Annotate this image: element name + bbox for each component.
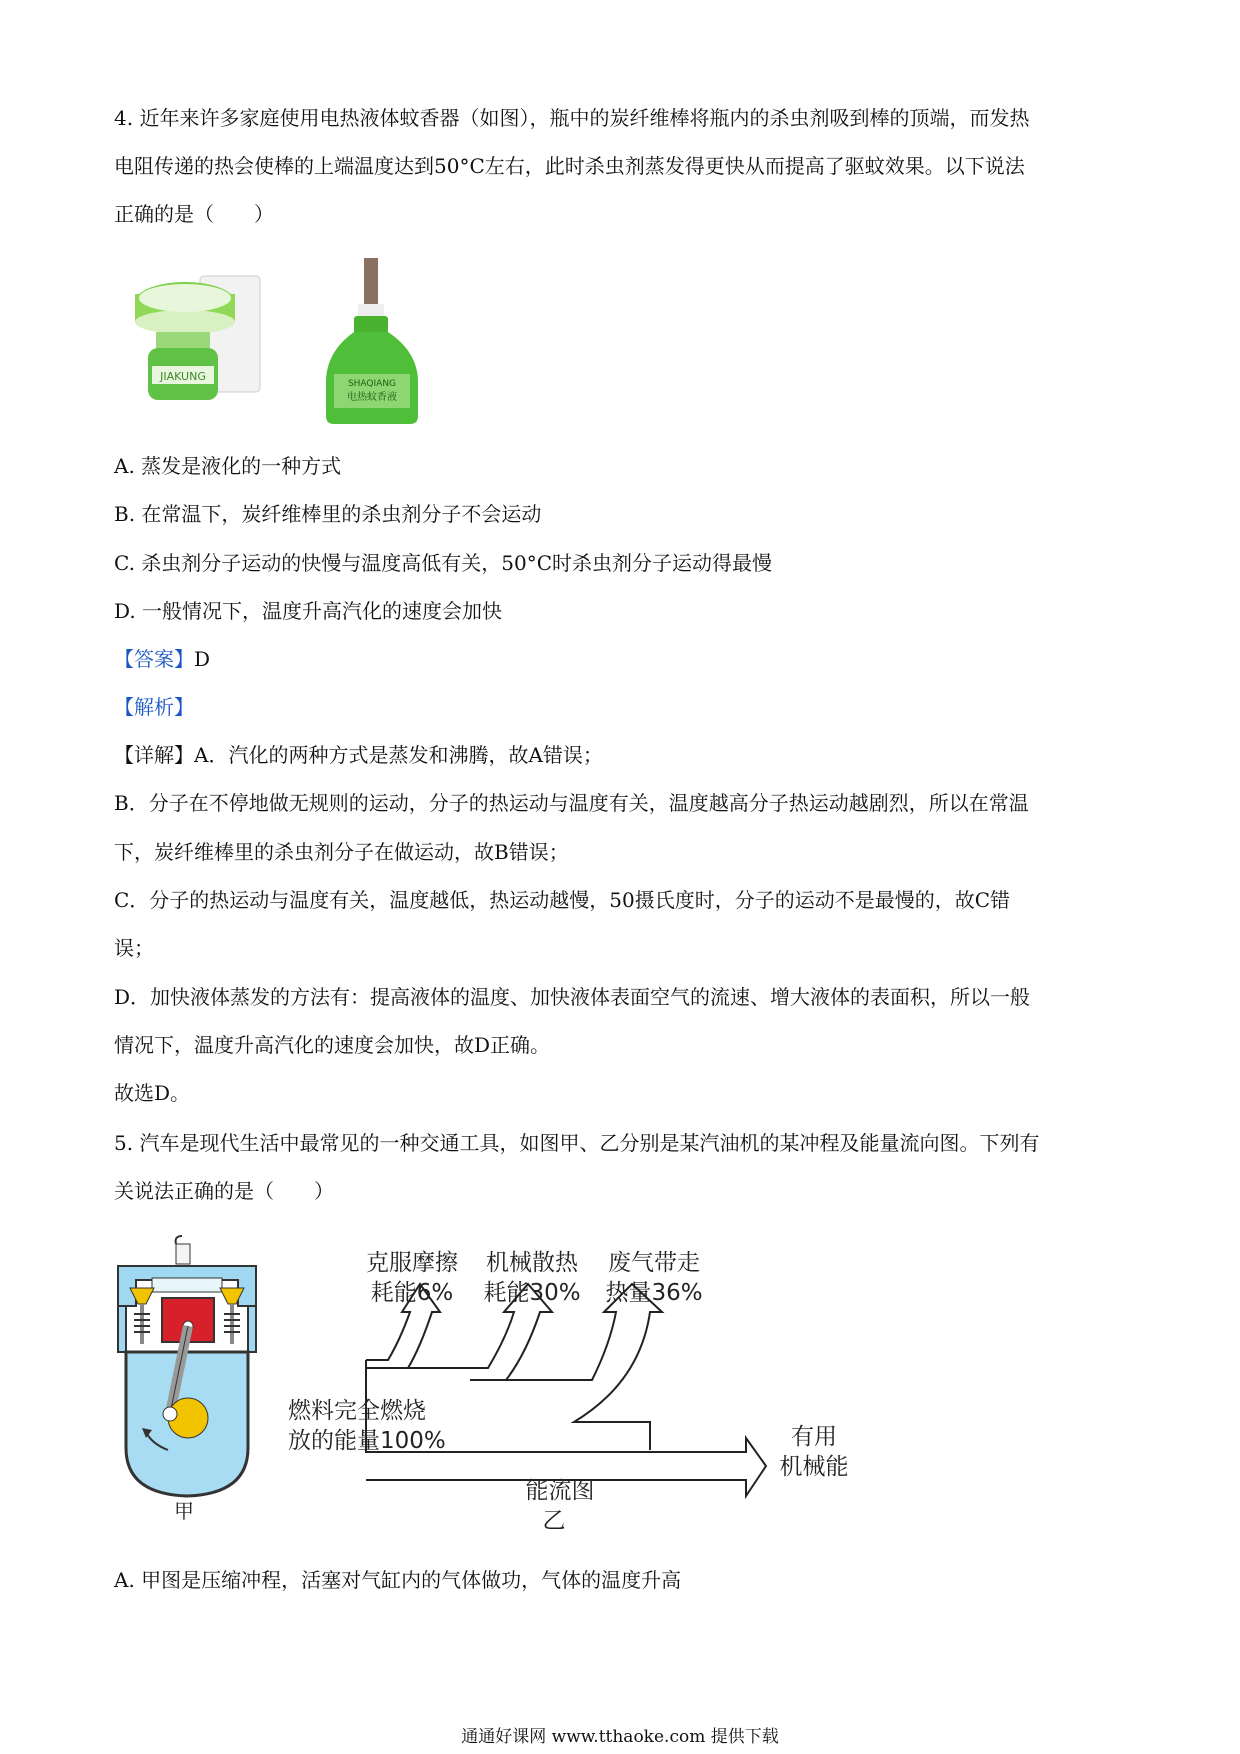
- engine-stroke-figure: [112, 1232, 262, 1522]
- q4-option-d: D. 一般情况下，温度升高汽化的速度会加快: [114, 599, 503, 623]
- detail-line-2: B．分子在不停地做无规则的运动，分子的热运动与温度有关，温度越高分子热运动越剧烈，所以在常温: [114, 791, 1029, 815]
- q4-option-b: B. 在常温下，炭纤维棒里的杀虫剂分子不会运动: [114, 502, 542, 526]
- q5-stem-line-2: 关说法正确的是（ ）: [114, 1179, 334, 1203]
- useful-label-2: 机械能: [779, 1454, 849, 1480]
- answer-tag: 【答案】: [114, 647, 194, 671]
- q4-stem-line-2: 电阻传递的热会使棒的上端温度达到50°C左右，此时杀虫剂蒸发得更快从而提高了驱蚊效果。以下说法: [114, 154, 1025, 178]
- detail-text-1: A．汽化的两种方式是蒸发和沸腾，故A错误；: [194, 743, 603, 767]
- bottle-brand-text: SHAQIANG: [347, 379, 397, 389]
- device-brand-text: JIAKUNG: [160, 370, 206, 383]
- fig-yi-label: 乙: [542, 1508, 566, 1534]
- q4-option-a: A. 蒸发是液化的一种方式: [114, 454, 342, 478]
- q5-stem-line-1: 5. 汽车是现代生活中最常见的一种交通工具，如图甲、乙分别是某汽油机的某冲程及能量流向图。下列有: [114, 1131, 1040, 1155]
- q4-stem-line-1: 4. 近年来许多家庭使用电热液体蚊香器（如图），瓶中的炭纤维棒将瓶内的杀虫剂吸到棒的顶端，而发热: [114, 106, 1030, 130]
- heat-label-2: 耗能30%: [483, 1280, 581, 1306]
- analysis-tag: 【解析】: [114, 695, 194, 719]
- energy-flow-caption: 能流图: [525, 1478, 595, 1504]
- friction-label-1: 克服摩擦: [366, 1250, 458, 1276]
- page-footer: 通通好课网 www.tthaoke.com 提供下载: [461, 1727, 779, 1747]
- detail-line-3: 下，炭纤维棒里的杀虫剂分子在做运动，故B错误；: [114, 840, 569, 864]
- detail-line-4: C．分子的热运动与温度有关，温度越低，热运动越慢，50摄氏度时，分子的运动不是最慢的，故C错: [114, 888, 1011, 912]
- q4-stem-line-3: 正确的是（ ）: [114, 202, 274, 226]
- repellent-liquid-bottle-image: [320, 256, 424, 426]
- fuel-label-2: 放的能量100%: [288, 1428, 446, 1454]
- exhaust-branch-arrow: [506, 1284, 662, 1450]
- detail-line-5: 误；: [114, 936, 154, 960]
- useful-label-1: 有用: [791, 1424, 837, 1450]
- bottle-label-text: 电热蚊香液: [347, 392, 397, 403]
- q5-option-a: A. 甲图是压缩冲程，活塞对气缸内的气体做功，气体的温度升高: [114, 1568, 682, 1592]
- energy-flow-diagram: [270, 1240, 870, 1540]
- q4-option-c: C. 杀虫剂分子运动的快慢与温度高低有关，50°C时杀虫剂分子运动得最慢: [114, 551, 773, 575]
- exhaust-label-1: 废气带走: [608, 1250, 700, 1276]
- detail-line-7: 情况下，温度升高汽化的速度会加快，故D正确。: [114, 1033, 551, 1057]
- fig-jia-label: 甲: [174, 1499, 194, 1522]
- detail-tag: 【详解】: [114, 743, 194, 767]
- exhaust-label-2: 热量36%: [605, 1280, 703, 1306]
- friction-label-2: 耗能6%: [370, 1280, 454, 1306]
- mosquito-repellent-device-image: [130, 272, 270, 412]
- fuel-label-1: 燃料完全燃烧: [288, 1398, 426, 1424]
- heat-label-1: 机械散热: [486, 1250, 578, 1276]
- answer-value: D: [194, 647, 211, 671]
- detail-line-1: [114, 741, 603, 769]
- detail-line-8: 故选D。: [114, 1081, 191, 1105]
- answer-line: [114, 645, 210, 673]
- detail-line-6: D．加快液体蒸发的方法有：提高液体的温度、加快液体表面空气的流速、增大液体的表面积，所以一般: [114, 985, 1031, 1009]
